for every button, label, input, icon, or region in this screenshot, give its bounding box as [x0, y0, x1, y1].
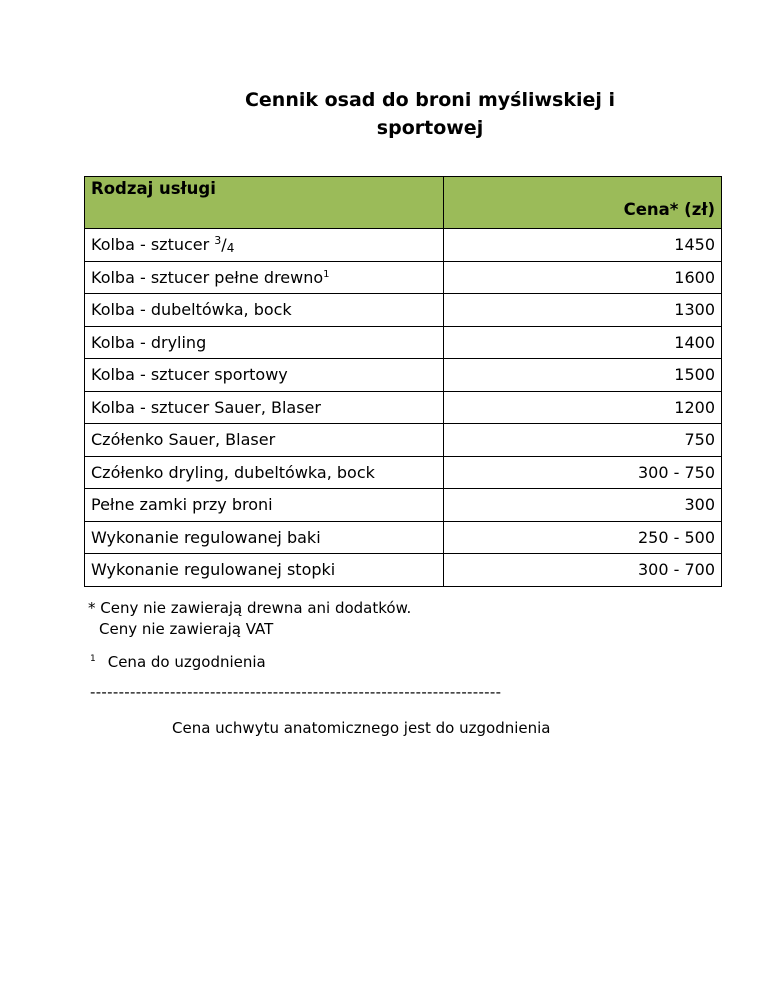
- service-cell: Czółenko dryling, dubeltówka, bock: [85, 456, 444, 489]
- service-cell: Wykonanie regulowanej stopki: [85, 554, 444, 587]
- service-cell: Kolba - dubeltówka, bock: [85, 294, 444, 327]
- price-cell: 300: [444, 489, 722, 522]
- fraction-numerator: 3: [214, 233, 222, 247]
- price-cell: 300 - 700: [444, 554, 722, 587]
- table-row: [85, 229, 722, 262]
- price-notes: [88, 598, 411, 640]
- price-cell: 250 - 500: [444, 521, 722, 554]
- service-label: Kolba - sztucer pełne drewno: [91, 267, 324, 287]
- service-cell: Czółenko Sauer, Blaser: [85, 424, 444, 457]
- footnote-ref: 1: [323, 268, 330, 280]
- fraction-separator: /: [221, 234, 227, 254]
- document-title-line2: sportowej: [376, 117, 484, 139]
- price-cell: 1400: [444, 326, 722, 359]
- service-cell: Kolba - sztucer sportowy: [85, 359, 444, 392]
- footnote-text: Cena do uzgodnienia: [107, 653, 266, 671]
- header-price: Cena* (zł): [444, 177, 722, 229]
- document-title: [200, 86, 660, 142]
- service-cell: Wykonanie regulowanej baki: [85, 521, 444, 554]
- price-cell: 1300: [444, 294, 722, 327]
- table-row: [85, 391, 722, 424]
- service-cell: Kolba - sztucer Sauer, Blaser: [85, 391, 444, 424]
- bottom-note: Cena uchwytu anatomicznego jest do uzgodnienia: [172, 719, 551, 737]
- table-row: [85, 554, 722, 587]
- header-service: Rodzaj usługi: [85, 177, 444, 229]
- service-cell: Pełne zamki przy broni: [85, 489, 444, 522]
- price-cell: 1200: [444, 391, 722, 424]
- note-no-wood: * Ceny nie zawierają drewna ani dodatków.: [88, 599, 412, 617]
- service-cell: [85, 229, 444, 262]
- price-cell: 300 - 750: [444, 456, 722, 489]
- table-row: [85, 521, 722, 554]
- footnote-mark: 1: [90, 654, 96, 664]
- table-row: [85, 294, 722, 327]
- service-label: Kolba - sztucer: [91, 234, 215, 254]
- document-title-line1: Cennik osad do broni myśliwskiej i: [244, 89, 616, 111]
- price-cell: 1450: [444, 229, 722, 262]
- table-row: [85, 424, 722, 457]
- table-row: [85, 326, 722, 359]
- service-cell: Kolba - dryling: [85, 326, 444, 359]
- fraction-denominator: 4: [226, 240, 235, 255]
- table-row: [85, 456, 722, 489]
- price-cell: 750: [444, 424, 722, 457]
- price-cell: 1500: [444, 359, 722, 392]
- table-row: [85, 359, 722, 392]
- dashed-divider: ------------------------------------------------------------------------: [90, 683, 502, 701]
- table-header-row: [85, 177, 722, 229]
- table-row: [85, 261, 722, 294]
- price-table: [84, 176, 722, 587]
- price-cell: 1600: [444, 261, 722, 294]
- footnote: [90, 652, 266, 673]
- note-no-vat: Ceny nie zawierają VAT: [99, 620, 274, 638]
- service-cell: [85, 261, 444, 294]
- table-row: [85, 489, 722, 522]
